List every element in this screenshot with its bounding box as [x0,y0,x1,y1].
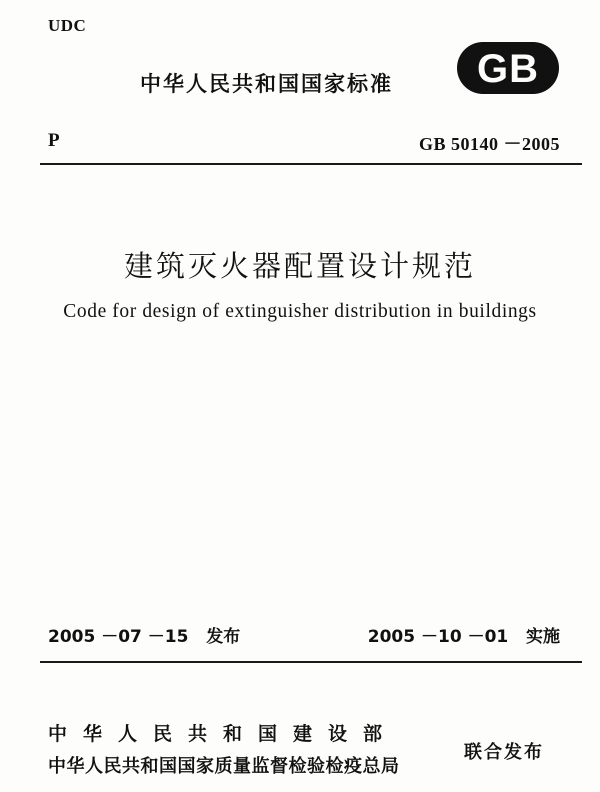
udc-label: UDC [48,16,87,35]
publisher-aqsiq: 中华人民共和国国家质量监督检验检疫总局 [48,756,400,777]
svg-text:GB: GB [477,47,539,91]
gb-logo-icon [455,40,561,96]
bottom-divider [40,661,582,663]
issue-date: 2005 －07 －15 发布 [48,627,241,647]
top-divider [40,163,582,165]
standard-number: GB 50140 －2005 [418,134,560,154]
document-title-english: Code for design of extinguisher distribution in buildings [63,301,537,322]
implementation-date: 2005 －10 －01 实施 [367,627,560,647]
publisher-ministry: 中华人民共和国建设部 [48,723,399,745]
national-standard-heading: 中华人民共和国国家标准 [140,72,393,96]
document-title-chinese: 建筑灭火器配置设计规范 [123,249,476,283]
classification-code: P [48,130,60,151]
joint-publication-label: 联合发布 [464,742,544,763]
